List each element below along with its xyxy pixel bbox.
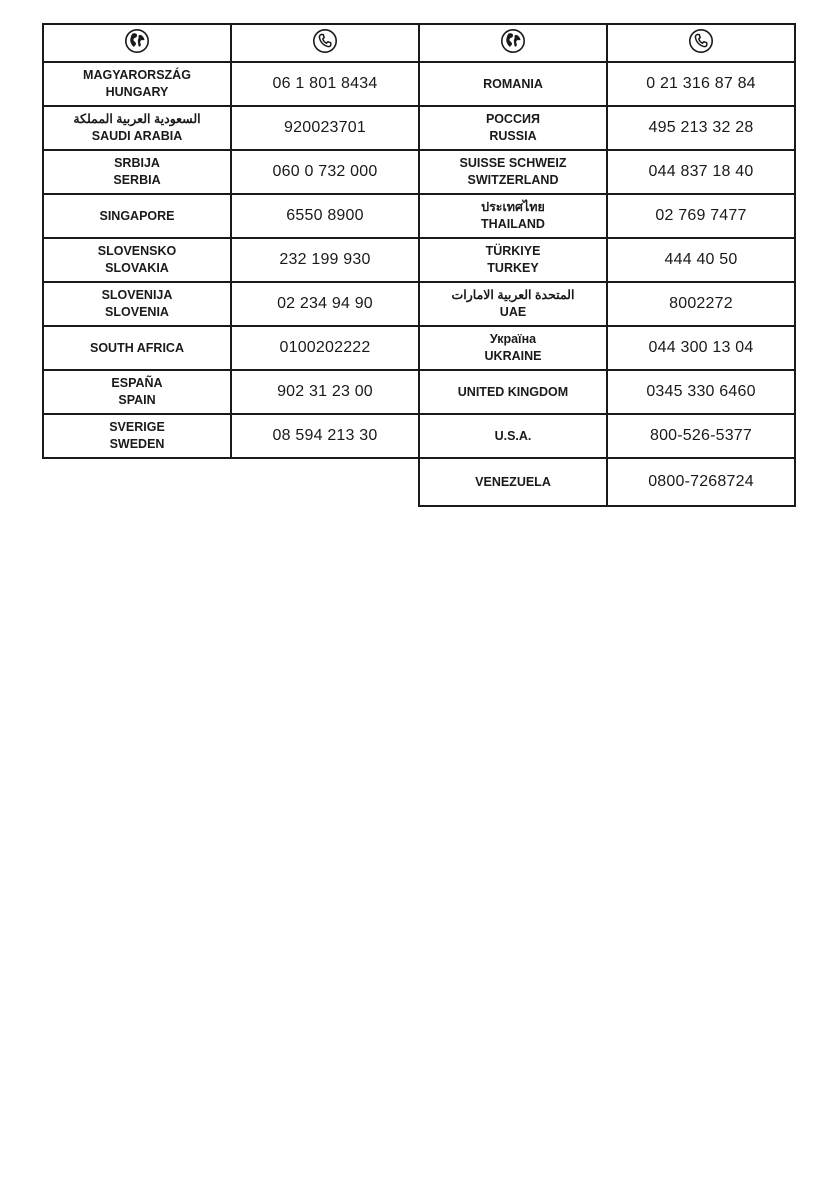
- country-cell: [419, 414, 607, 458]
- country-cell: [43, 326, 231, 370]
- header-row: [43, 24, 419, 62]
- country-english-name: UAE: [499, 305, 527, 319]
- country-native-name: ประเทศไทย: [481, 200, 545, 214]
- country-native-name: SLOVENSKO: [97, 244, 177, 258]
- country-cell: [419, 150, 607, 194]
- phone-icon: [688, 28, 714, 54]
- country-name: VENEZUELA: [475, 474, 551, 489]
- phone-number: 06 1 801 8434: [231, 62, 419, 106]
- country-native-name: Україна: [489, 332, 537, 346]
- country-name: SINGAPORE: [99, 208, 175, 223]
- country-cell: [419, 370, 607, 414]
- country-english-name: TURKEY: [487, 261, 539, 275]
- contact-table-right: [418, 23, 796, 507]
- phone-number: 920023701: [231, 106, 419, 150]
- country-cell: [419, 194, 607, 238]
- phone-number: 0800-7268724: [607, 458, 795, 506]
- globe-icon: [500, 28, 526, 54]
- country-native-name: TÜRKIYE: [485, 244, 541, 258]
- country-cell: [419, 326, 607, 370]
- country-english-name: THAILAND: [481, 217, 545, 231]
- header-row: [419, 24, 795, 62]
- country-english-name: SWITZERLAND: [467, 173, 559, 187]
- country-cell: [419, 62, 607, 106]
- country-native-name: SUISSE SCHWEIZ: [459, 156, 567, 170]
- table-right-body: [419, 24, 795, 506]
- phone-number: 08 594 213 30: [231, 414, 419, 458]
- phone-icon: [312, 28, 338, 54]
- country-name: UNITED KINGDOM: [457, 384, 569, 399]
- table-row: [43, 194, 419, 238]
- table-row: [43, 238, 419, 282]
- table-row: [43, 106, 419, 150]
- country-english-name: UKRAINE: [484, 349, 542, 363]
- country-english-name: SERBIA: [113, 173, 161, 187]
- country-native-name: المتحدة العربية الامارات: [451, 288, 575, 302]
- phone-number: 902 31 23 00: [231, 370, 419, 414]
- phone-header-cell: [607, 24, 795, 62]
- country-native-name: SRBIJA: [114, 156, 160, 170]
- table-row: [419, 370, 795, 414]
- country-name: SOUTH AFRICA: [90, 340, 184, 355]
- table-row: [43, 150, 419, 194]
- country-cell: [43, 282, 231, 326]
- country-cell: [419, 282, 607, 326]
- country-cell: [419, 238, 607, 282]
- phone-number: 0 21 316 87 84: [607, 62, 795, 106]
- country-native-name: ESPAÑA: [111, 376, 163, 390]
- phone-number: 495 213 32 28: [607, 106, 795, 150]
- country-english-name: SLOVAKIA: [105, 261, 169, 275]
- country-cell: [43, 194, 231, 238]
- phone-number: 0100202222: [231, 326, 419, 370]
- table-row: [419, 282, 795, 326]
- contact-table-left: [42, 23, 420, 459]
- country-english-name: SWEDEN: [109, 437, 165, 451]
- table-row: [419, 414, 795, 458]
- phone-header-cell: [231, 24, 419, 62]
- country-cell: [419, 458, 607, 506]
- globe-icon: [124, 28, 150, 54]
- table-row: [419, 150, 795, 194]
- table-row: [419, 458, 795, 506]
- country-header-cell: [43, 24, 231, 62]
- phone-number: 044 300 13 04: [607, 326, 795, 370]
- phone-number: 232 199 930: [231, 238, 419, 282]
- country-english-name: SLOVENIA: [105, 305, 169, 319]
- table-row: [419, 326, 795, 370]
- country-cell: [43, 370, 231, 414]
- phone-number: 444 40 50: [607, 238, 795, 282]
- phone-number: 0345 330 6460: [607, 370, 795, 414]
- country-cell: [43, 238, 231, 282]
- country-english-name: SPAIN: [118, 393, 156, 407]
- phone-number: 6550 8900: [231, 194, 419, 238]
- table-row: [43, 414, 419, 458]
- country-native-name: السعودية العربية المملكة: [73, 112, 201, 126]
- phone-number: 800-526-5377: [607, 414, 795, 458]
- phone-number: 8002272: [607, 282, 795, 326]
- table-row: [43, 326, 419, 370]
- phone-number: 02 769 7477: [607, 194, 795, 238]
- table-row: [43, 62, 419, 106]
- country-native-name: SVERIGE: [109, 420, 165, 434]
- table-row: [419, 62, 795, 106]
- table-left-body: [43, 24, 419, 458]
- country-english-name: RUSSIA: [489, 129, 537, 143]
- phone-number: 060 0 732 000: [231, 150, 419, 194]
- country-header-cell: [419, 24, 607, 62]
- country-name: ROMANIA: [483, 76, 543, 91]
- country-cell: [419, 106, 607, 150]
- country-native-name: SLOVENIJA: [101, 288, 173, 302]
- country-cell: [43, 106, 231, 150]
- table-row: [419, 194, 795, 238]
- phone-number: 02 234 94 90: [231, 282, 419, 326]
- table-row: [43, 370, 419, 414]
- country-native-name: MAGYARORSZÁG: [83, 68, 191, 82]
- country-name: U.S.A.: [494, 428, 532, 443]
- table-row: [43, 282, 419, 326]
- phone-number: 044 837 18 40: [607, 150, 795, 194]
- country-cell: [43, 62, 231, 106]
- table-row: [419, 238, 795, 282]
- country-english-name: HUNGARY: [105, 85, 169, 99]
- country-cell: [43, 414, 231, 458]
- country-english-name: SAUDI ARABIA: [91, 129, 183, 143]
- country-native-name: РОССИЯ: [486, 112, 540, 126]
- table-row: [419, 106, 795, 150]
- country-cell: [43, 150, 231, 194]
